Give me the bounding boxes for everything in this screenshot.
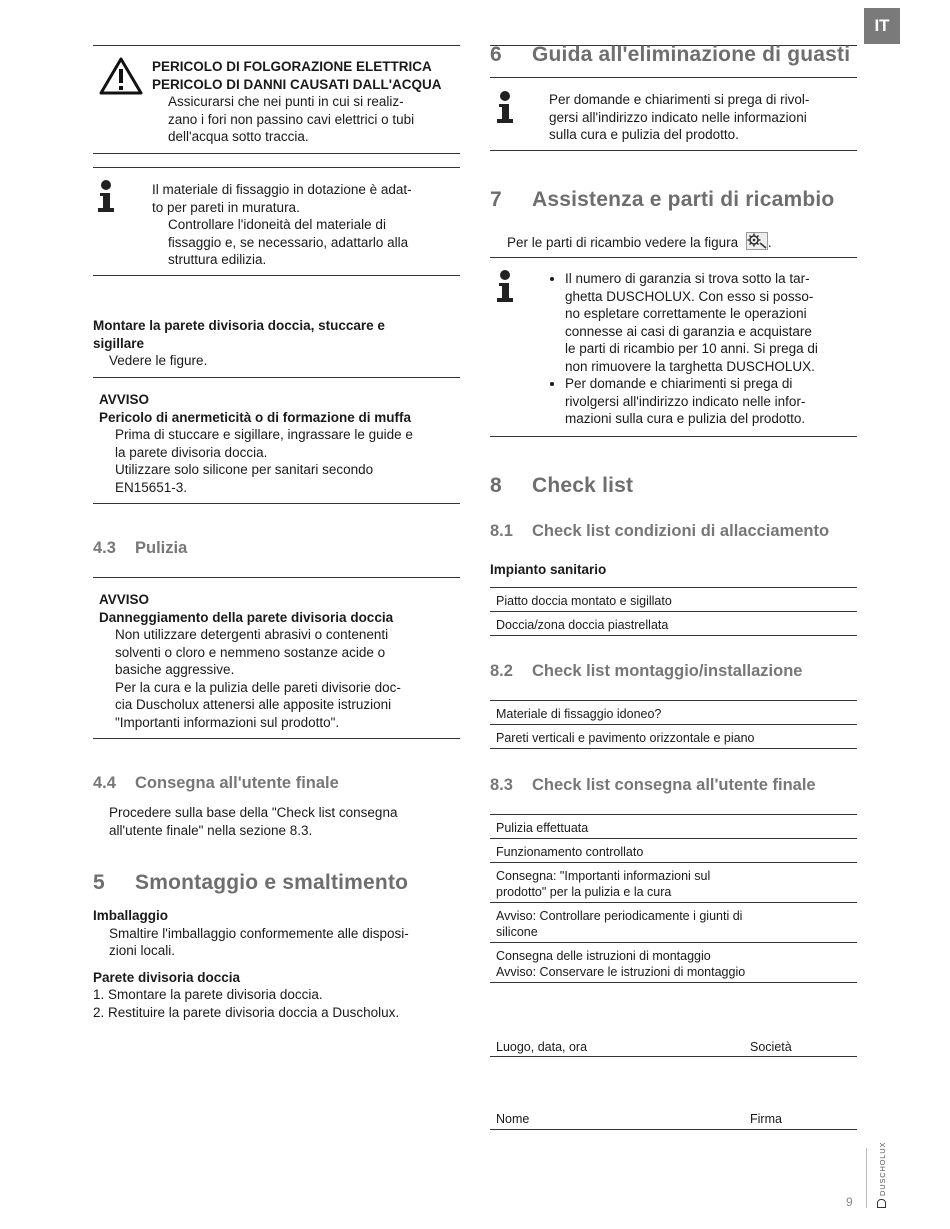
checklist-connection: [490, 587, 857, 636]
info-icon: [96, 180, 116, 216]
divider: [93, 45, 460, 46]
checklist-row: Piatto doccia montato e sigillato: [490, 587, 857, 612]
section-5-heading: 5 Smontaggio e smaltimento: [93, 871, 409, 894]
spare-parts-text-end: .: [767, 235, 772, 250]
section-6-info: Per domande e chiarimenti si prega di rivol- gersi all'indirizzo indicato nelle informazioni sulla cura e pulizia del prodotto.: [549, 92, 810, 142]
divider: [490, 257, 857, 258]
brand-text: DUSCHOLUX: [874, 1148, 894, 1208]
avviso-label: AVVISO: [99, 592, 150, 607]
contact-bullet: • Per domande e chiarimenti si prega di rivolgersi all'indirizzo indicato nelle infor- mazioni sulla cura e pulizia del prodotto.: [565, 375, 861, 428]
checklist-row: Materiale di fissaggio idoneo?: [490, 700, 857, 725]
checklist-row: Doccia/zona doccia piastrellata: [490, 612, 857, 636]
section-8-3-heading: 8.3 Check list consegna all'utente finale: [490, 776, 816, 794]
sanitary-subtitle: Impianto sanitario: [490, 562, 607, 577]
checklist-row: Consegna: "Importanti informazioni sul prodotto" per la pulizia e la cura: [490, 863, 857, 903]
divider: [490, 436, 857, 437]
warning-triangle-icon: [99, 57, 143, 95]
disposal-step: 1. Smontare la parete divisoria doccia.: [93, 987, 323, 1002]
mount-title: Montare la parete divisoria doccia, stuccare e sigillare: [93, 318, 385, 351]
shower-wall-title: Parete divisoria doccia: [93, 969, 241, 985]
section-4-3-heading: 4.3 Pulizia: [93, 539, 188, 557]
checklist-handover: [490, 814, 857, 983]
notice-avviso-2: [99, 591, 461, 731]
divider: [93, 377, 460, 378]
divider: [93, 738, 460, 739]
divider: [93, 167, 460, 168]
divider: [93, 503, 460, 504]
danger-notice: [152, 58, 462, 146]
gear-figure-icon: [746, 232, 768, 250]
packaging-text: Smaltire l'imballaggio conformemente alle disposi- zioni locali.: [109, 925, 409, 958]
mount-text: Vedere le figure.: [109, 353, 208, 368]
signature-label: Firma: [750, 1112, 782, 1126]
checklist-row: Pulizia effettuata: [490, 814, 857, 839]
footer-divider: [866, 1148, 867, 1208]
language-tab: IT: [864, 8, 900, 44]
packaging-title: Imballaggio: [93, 908, 169, 923]
section-4-4-heading: 4.4 Consegna all'utente finale: [93, 774, 339, 792]
section-7-info: [549, 270, 861, 428]
avviso-text-2: Per la cura e la pulizia delle pareti divisorie doc- cia Duscholux attenersi alle apposite istruzioni "Importanti informazioni sul prodotto".: [115, 679, 401, 730]
warranty-bullet: • Il numero di garanzia si trova sotto la tar- ghetta DUSCHOLUX. Con esso si posso- no espletare correttamente le operazioni connesse ai casi di garanzia e acquistare le parti di ricambio per 10 anni. Si prega di non rimuovere la targhetta DUSCHOLUX.: [565, 270, 861, 375]
section-5-content: [93, 907, 463, 1021]
avviso-text-1: Prima di stuccare e sigillare, ingrassare le guide e la parete divisoria doccia.: [115, 427, 413, 460]
divider: [93, 275, 460, 276]
avviso-text-2: Utilizzare solo silicone per sanitari secondo EN15651-3.: [115, 462, 374, 495]
notice-avviso-1: [99, 391, 461, 496]
signature-line[interactable]: [490, 1056, 857, 1057]
info-text-1: Il materiale di fissaggio in dotazione è adat- to per pareti in muratura.: [152, 182, 412, 215]
checklist-row: Consegna delle istruzioni di montaggio Avviso: Conservare le istruzioni di montaggio: [490, 943, 857, 983]
checklist-row: Funzionamento controllato: [490, 839, 857, 863]
section-8-1-heading: 8.1 Check list condizioni di allacciamento: [490, 522, 830, 540]
divider: [93, 153, 460, 154]
divider: [93, 577, 460, 578]
section-8-2-heading: 8.2 Check list montaggio/installazione: [490, 662, 803, 680]
checklist-installation: [490, 700, 857, 749]
signature-line[interactable]: [490, 1129, 857, 1130]
danger-line-2: PERICOLO DI DANNI CAUSATI DALL'ACQUA: [152, 76, 442, 92]
divider: [490, 77, 857, 78]
avviso-label: AVVISO: [99, 392, 150, 407]
section-7-heading: 7 Assistenza e parti di ricambio: [490, 188, 835, 211]
mount-section: [93, 317, 463, 370]
place-date-label: Luogo, data, ora: [496, 1040, 588, 1054]
info-text-2: Controllare l'idoneità del materiale di fissaggio e, se necessario, adattarlo alla struttura edilizia.: [168, 217, 409, 267]
brand-logo: [872, 1141, 892, 1210]
section-6-heading: 6 Guida all'eliminazione di guasti: [490, 43, 851, 66]
danger-text: Assicurarsi che nei punti in cui si realiz- zano i fori non passino cavi elettrici o tubi dell'acqua sotto traccia.: [168, 94, 415, 144]
name-label: Nome: [496, 1112, 530, 1126]
avviso-text-1: Non utilizzare detergenti abrasivi o contenenti solventi o cloro e nemmeno sostanze acide o basiche aggressive.: [115, 627, 389, 677]
checklist-row: Pareti verticali e pavimento orizzontale e piano: [490, 725, 857, 749]
page-number: 9: [846, 1195, 853, 1209]
section-8-heading: 8 Check list: [490, 474, 634, 497]
divider: [490, 150, 857, 151]
company-label: Società: [750, 1040, 792, 1054]
info-note-fixing: [152, 181, 462, 269]
section-7-text: [507, 232, 857, 252]
avviso-title: Danneggiamento della parete divisoria doccia: [99, 609, 394, 625]
avviso-title: Pericolo di anermeticità o di formazione di muffa: [99, 409, 412, 425]
disposal-step: 2. Restituire la parete divisoria doccia a Duscholux.: [93, 1004, 400, 1020]
info-icon: [495, 270, 515, 306]
checklist-row: Avviso: Controllare periodicamente i giunti di silicone: [490, 903, 857, 943]
info-icon: [495, 91, 515, 127]
section-4-4-text: Procedere sulla base della "Check list consegna all'utente finale" nella sezione 8.3.: [109, 805, 398, 838]
spare-parts-text: Per le parti di ricambio vedere la figura: [507, 235, 739, 250]
danger-line-1: PERICOLO DI FOLGORAZIONE ELETTRICA: [152, 59, 432, 74]
